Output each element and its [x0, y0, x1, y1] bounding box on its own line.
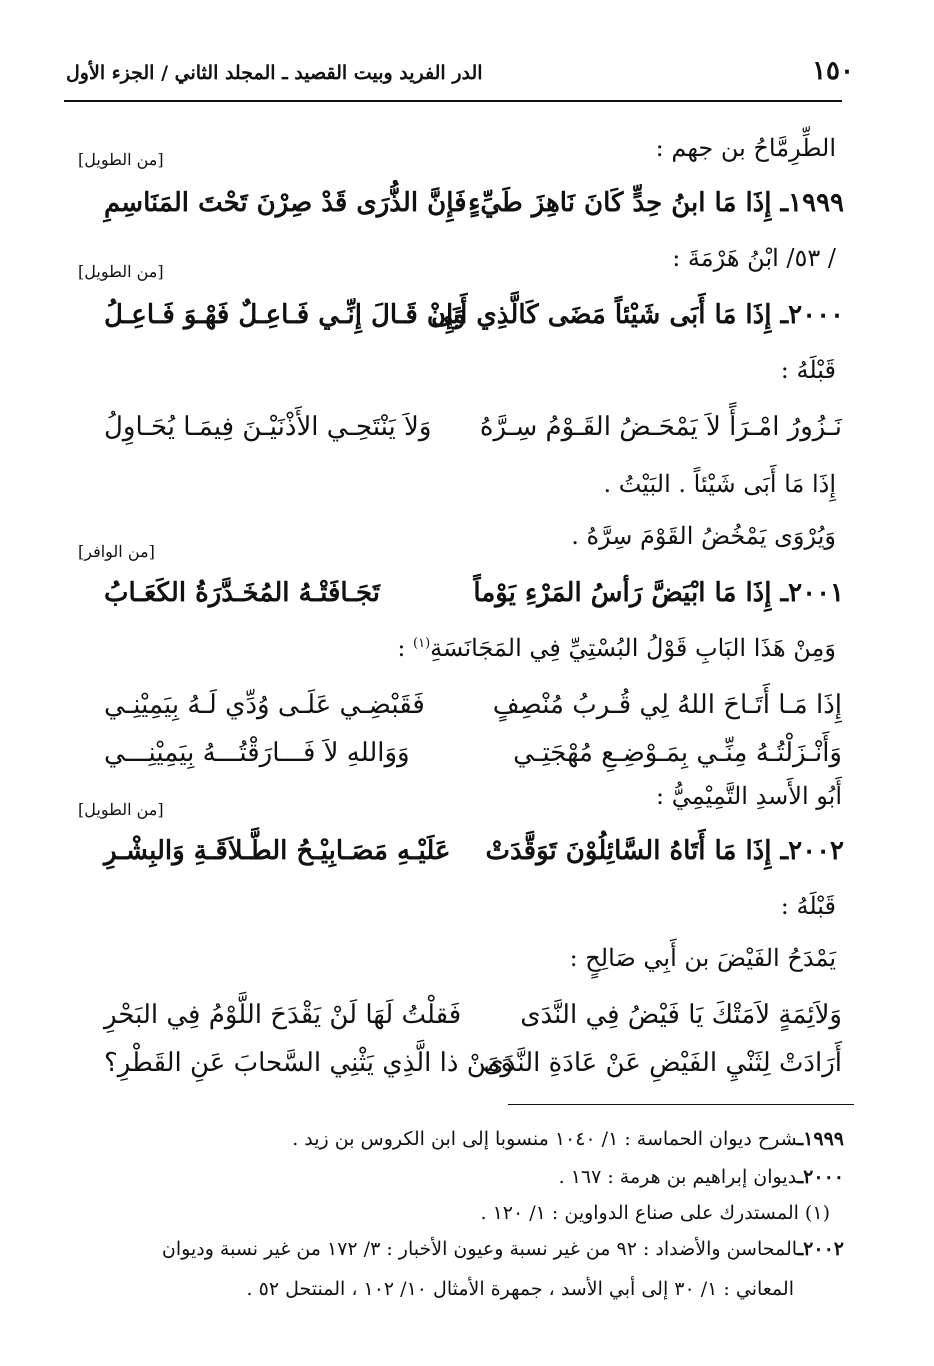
meter-label: [من الطويل]: [78, 800, 164, 819]
verse-1999-second-hemistich: فَإِنَّ الذُّرَى قَدْ صِرْنَ تَحْتَ المَنَاسِمِ: [104, 188, 467, 218]
verse-fayd-2-second-hemistich: وَمَنْ ذا الَّذِي يَثْنِي السَّحابَ عَنِ القَطْرِ؟: [104, 1048, 514, 1078]
poet-name-ibn-harma: / ٥٣/ ابْنُ هَرْمَةَ :: [672, 244, 836, 272]
running-header-title: الدر الفريد وبيت القصيد ـ المجلد الثاني / الجزء الأول: [66, 62, 483, 84]
footnote-text: المحاسن والأضداد : ٩٢ من غير نسبة وعيون الأخبار : ٣/ ١٧٢ من غير نسبة وديوان: [161, 1238, 798, 1260]
meter-label: [من الطويل]: [78, 150, 164, 169]
before-label: قَبْلَهُ :: [780, 892, 836, 920]
footnote-number: ١٩٩٩ـ: [797, 1128, 844, 1150]
verse-pre-second-hemistich: وَلاَ يَنْتَحِـي الأَذْنَيْـنَ فِيمَـا يُحَـاوِلُ: [104, 412, 432, 442]
verse-2000-first-hemistich: ٢٠٠٠ـ إِذَا مَا أَبَى شَيْئاً مَضَى كَالَّذِي أَبَى: [431, 300, 844, 330]
note-line: إِذَا مَا أَبَى شَيْئاً . البَيْتُ .: [603, 470, 836, 498]
verse-2001-first-hemistich: ٢٠٠١ـ إِذَا مَا ابْيَضَّ رَأسُ المَرْءِ يَوْماً: [473, 578, 844, 608]
footnote-2002: [162, 1238, 844, 1260]
verse-busti-2-second-hemistich: وَوَاللهِ لاَ فَـــارَقْتُـــهُ بِيَمِيْنِـــي: [104, 738, 410, 768]
footnote-ref-marker: (١): [413, 636, 431, 651]
verse-fayd-2-first-hemistich: أَرَادَتْ لِثَنْيِ الفَيْضِ عَنْ عَادَةِ النَّدَى: [483, 1048, 842, 1078]
busti-intro-colon: :: [397, 634, 414, 662]
footnote-2002-continuation: المعاني : ١/ ٣٠ إلى أبي الأسد ، جمهرة الأمثال ١٠/ ١٠٢ ، المنتحل ٥٢ .: [246, 1278, 794, 1300]
footnote-text: ديوان إبراهيم بن هرمة : ١٦٧ .: [558, 1166, 798, 1188]
verse-2002-second-hemistich: عَلَيْـهِ مَصَـابِيْـحُ الطَّـلاَقَـةِ وَالبِشْـرِ: [104, 836, 451, 866]
before-label: قَبْلَهُ :: [780, 356, 836, 384]
footnote-1999: [292, 1128, 844, 1150]
footnote-separator: [508, 1104, 854, 1105]
verse-2001-second-hemistich: تَجَـافَتْـهُ المُخَـدَّرَةُ الكَعَـابُ: [104, 578, 380, 608]
verse-pre-first-hemistich: نَـزُورُ امْـرَأً لاَ يَمْحَـضُ القَـوْمُ سِـرَّهُ: [479, 412, 842, 442]
meter-label: [من الطويل]: [78, 262, 164, 281]
verse-busti-2-first-hemistich: وَأَنْـزَلْتُـهُ مِنِّـي بِمَـوْضِـعِ مُهْجَتِـي: [513, 738, 842, 768]
busti-intro-text: وَمِنْ هَذَا البَابِ قَوْلُ البُسْتِيِّ فِي المَجَانَسَةِ: [430, 634, 836, 662]
praise-line: يَمْدَحُ الفَيْضَ بن أَبِي صَالِحٍ :: [569, 944, 836, 972]
verse-2002-first-hemistich: ٢٠٠٢ـ إِذَا مَا أَتَاهُ السَّائِلُوْنَ تَوَقَّدَتْ: [485, 836, 844, 866]
busti-intro-line: [397, 634, 836, 662]
verse-fayd-1-second-hemistich: فَقلْتُ لَهَا لَنْ يَقْدَحَ اللَّوْمُ فِي البَحْرِ: [104, 1000, 462, 1030]
verse-busti-1-second-hemistich: فَقَبْضِـي عَلَـى وُدِّي لَـهُ بِيَمِيْنِـي: [104, 690, 425, 720]
verse-busti-1-first-hemistich: إِذَا مَـا أَتَـاحَ اللهُ لِي قُـربُ مُنْصِفٍ: [492, 690, 842, 720]
footnote-number: ٢٠٠٠ـ: [797, 1166, 844, 1188]
page-number: ١٥٠: [812, 56, 854, 86]
verse-1999-first-hemistich: ١٩٩٩ـ إِذَا مَا ابنُ حِدٍّ كَانَ نَاهِزَ طَيِّءٍ: [468, 188, 844, 218]
variant-reading-line: وَيُرْوَى يَمْخُضُ القَوْمَ سِرَّهُ .: [571, 522, 836, 550]
footnote-1: (١) المستدرك على صناع الدواوين : ١/ ١٢٠ .: [480, 1202, 830, 1224]
footnote-2000: [559, 1166, 844, 1188]
footnote-text: شرح ديوان الحماسة : ١/ ١٠٤٠ منسوبا إلى ابن الكروس بن زيد .: [292, 1128, 798, 1150]
header-rule: [64, 100, 842, 102]
footnote-number: ٢٠٠٢ـ: [797, 1238, 844, 1260]
poet-name-tirimmah: الطِّرِمَّاحُ بن جهم :: [655, 134, 836, 162]
poet-name-abu-al-asad: أَبُو الأَسدِ التَّمِيْمِيُّ :: [656, 782, 842, 810]
verse-2000-second-hemistich: وَإِنْ قَـالَ إِنِّـي فَـاعِـلٌ فَهْـوَ فَـاعِـلُ: [104, 300, 466, 330]
verse-fayd-1-first-hemistich: وَلاَئِمَةٍ لاَمَتْكَ يَا فَيْضُ فِي النَّدَى: [520, 1000, 842, 1030]
meter-label: [من الوافر]: [78, 542, 155, 561]
